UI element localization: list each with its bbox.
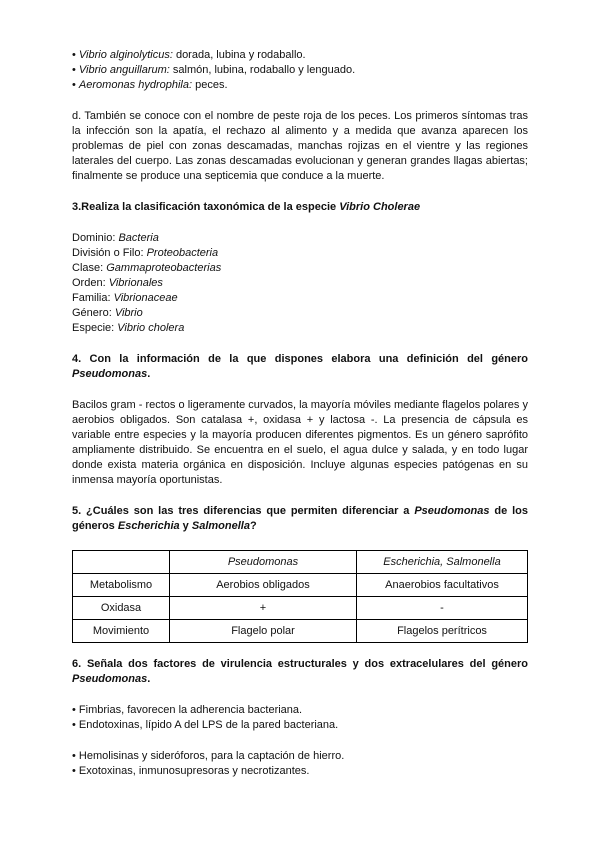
taxonomy-row: Dominio: Bacteria: [72, 232, 159, 244]
list-item: • Vibrio alginolyticus: dorada, lubina y rodaballo.: [72, 49, 306, 61]
table-cell: -: [357, 597, 528, 620]
taxonomy-row: Especie: Vibrio cholera: [72, 322, 185, 334]
species-list: [72, 48, 528, 93]
taxonomy-row: Género: Vibrio: [72, 307, 143, 319]
table-cell: Flagelos perítricos: [357, 620, 528, 643]
list-item: • Exotoxinas, inmunosupresoras y necrotizantes.: [72, 765, 310, 777]
table-row: [73, 597, 528, 620]
paragraph-q4: Bacilos gram - rectos o ligeramente curvados, la mayoría móviles mediante flagelos polares y aerobios obligados. Son catalasa +, oxidasa + y lactosa -. La presencia de cápsula es variable entre especies y la mayoría producen diferentes pigmentos. Es un género saprófito ampliamente distribuido. Se encuentra en el suelo, el agua dulce y salada, y en todo lugar donde exista materia orgánica en disposición. Incluye algunas especies patógenas en su inmensa mayoría oportunistas.: [72, 399, 528, 486]
taxonomy-row: División o Filo: Proteobacteria: [72, 247, 219, 259]
list-item: • Fimbrias, favorecen la adherencia bacteriana.: [72, 704, 303, 716]
table-header-row: [73, 551, 528, 574]
taxonomy-list: [72, 231, 528, 336]
table-row: [73, 620, 528, 643]
bullet-marker: •: [72, 704, 76, 716]
bullet-marker: •: [72, 49, 76, 61]
comparison-table: [72, 550, 528, 643]
question-4-heading: 4. Con la información de la que dispones elabora una definición del género Pseudomonas.: [72, 353, 528, 380]
list-item: • Aeromonas hydrophila: peces.: [72, 79, 228, 91]
table-cell: Aerobios obligados: [170, 574, 357, 597]
question-6-heading: 6. Señala dos factores de virulencia estructurales y dos extracelulares del género Pseudomonas.: [72, 658, 528, 685]
table-cell: Flagelo polar: [170, 620, 357, 643]
list-item: • Vibrio anguillarum: salmón, lubina, rodaballo y lenguado.: [72, 64, 356, 76]
taxonomy-row: Clase: Gammaproteobacterias: [72, 262, 222, 274]
bullet-marker: •: [72, 719, 76, 731]
question-3-heading: 3.Realiza la clasificación taxonómica de la especie Vibrio Cholerae: [72, 201, 421, 213]
taxonomy-row: Familia: Vibrionaceae: [72, 292, 178, 304]
table-header-cell: Pseudomonas: [170, 551, 357, 574]
bullet-marker: •: [72, 79, 76, 91]
table-cell: +: [170, 597, 357, 620]
bullet-marker: •: [72, 765, 76, 777]
table-cell: Movimiento: [73, 620, 170, 643]
list-item: • Hemolisinas y sideróforos, para la captación de hierro.: [72, 750, 345, 762]
table-row: [73, 574, 528, 597]
list-item: • Endotoxinas, lípido A del LPS de la pared bacteriana.: [72, 719, 339, 731]
table-cell: Metabolismo: [73, 574, 170, 597]
structural-factors-list: [72, 703, 528, 733]
document-page: [72, 48, 528, 779]
table-cell: Anaerobios facultativos: [357, 574, 528, 597]
bullet-marker: •: [72, 750, 76, 762]
extracellular-factors-list: [72, 749, 528, 779]
table-header-cell: Escherichia, Salmonella: [357, 551, 528, 574]
bullet-marker: •: [72, 64, 76, 76]
paragraph-d: d. También se conoce con el nombre de peste roja de los peces. Los primeros síntomas tras la infección son la apatía, el rechazo al alimento y a medida que avanza aparecen los problemas de piel con zonas descamadas, manchas rojizas en el vientre y las regiones laterales del cuerpo. Las zonas descamadas evolucionan y generan grandes llagas abiertas; finalmente se produce una septicemia que conduce a la muerte.: [72, 110, 528, 182]
table-cell: Oxidasa: [73, 597, 170, 620]
question-5-heading: 5. ¿Cuáles son las tres diferencias que permiten diferenciar a Pseudomonas de los géneros Escherichia y Salmonella?: [72, 505, 529, 532]
table-header-cell: [73, 551, 170, 574]
taxonomy-row: Orden: Vibrionales: [72, 277, 163, 289]
